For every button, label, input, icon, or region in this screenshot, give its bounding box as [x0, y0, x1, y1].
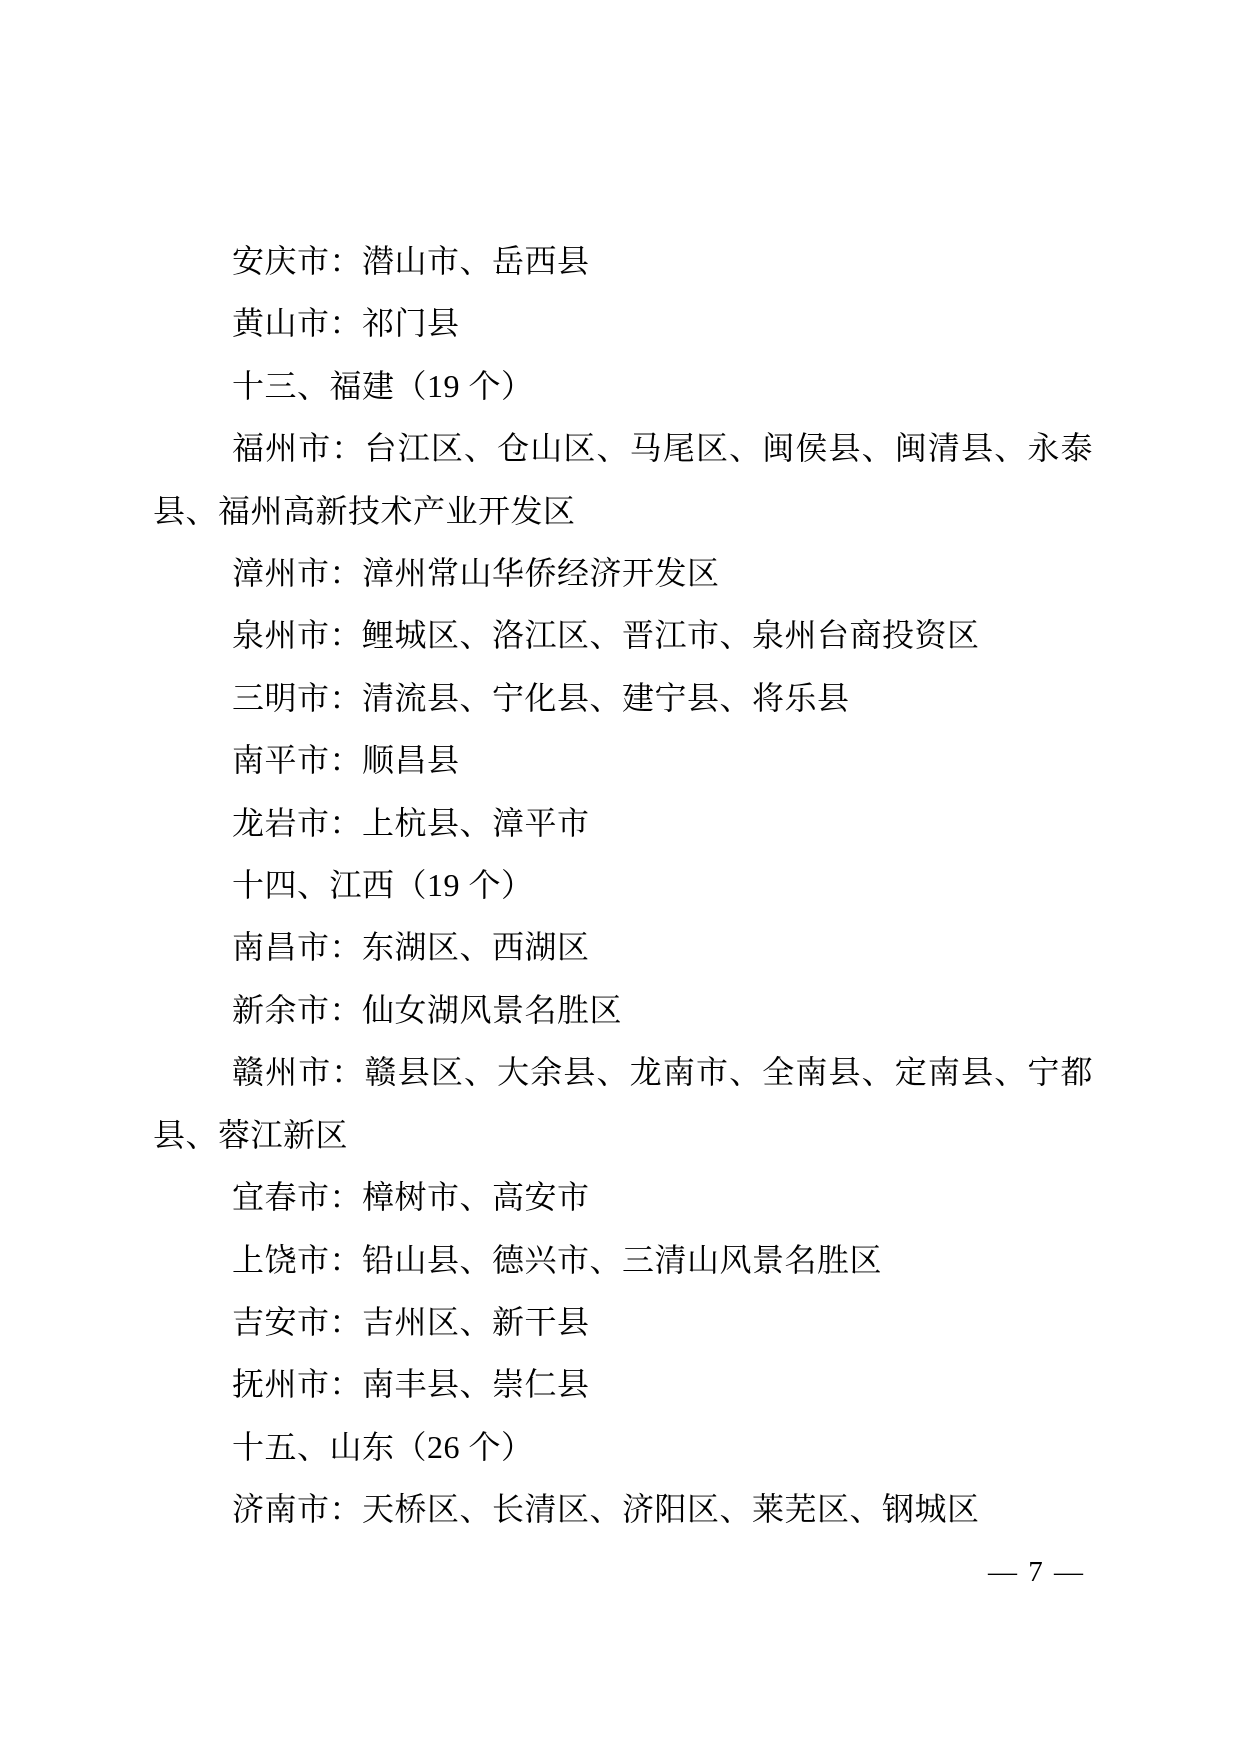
text-line: 福州市：台江区、仓山区、马尾区、闽侯县、闽清县、永泰 — [232, 430, 1093, 467]
text-line: 宜春市：樟树市、高安市 — [232, 1179, 590, 1216]
text-line: 抚州市：南丰县、崇仁县 — [232, 1366, 590, 1403]
text-line: 济南市：天桥区、长清区、济阳区、莱芜区、钢城区 — [232, 1491, 980, 1528]
text-line: 县、蓉江新区 — [153, 1116, 349, 1153]
text-line: 漳州市：漳州常山华侨经济开发区 — [232, 555, 720, 592]
text-line: 吉安市：吉州区、新干县 — [232, 1303, 590, 1340]
page-number: — 7 — — [988, 1556, 1085, 1588]
text-line: 县、福州高新技术产业开发区 — [153, 492, 576, 529]
text-line: 黄山市：祁门县 — [232, 305, 460, 342]
text-line: 赣州市：赣县区、大余县、龙南市、全南县、定南县、宁都 — [232, 1054, 1093, 1091]
text-line: 南平市：顺昌县 — [232, 742, 460, 779]
section-heading: 十五、山东（26 个） — [232, 1428, 534, 1465]
text-line: 龙岩市：上杭县、漳平市 — [232, 804, 590, 841]
section-heading: 十三、福建（19 个） — [232, 367, 534, 404]
text-line: 泉州市：鲤城区、洛江区、晋江市、泉州台商投资区 — [232, 617, 980, 654]
text-line: 三明市：清流县、宁化县、建宁县、将乐县 — [232, 679, 850, 716]
text-line: 新余市：仙女湖风景名胜区 — [232, 991, 623, 1028]
text-line: 安庆市：潜山市、岳西县 — [232, 243, 590, 279]
text-line: 上饶市：铅山县、德兴市、三清山风景名胜区 — [232, 1241, 883, 1278]
section-heading: 十四、江西（19 个） — [232, 867, 534, 904]
text-line: 南昌市：东湖区、西湖区 — [232, 929, 590, 966]
document-body — [153, 230, 1093, 1541]
